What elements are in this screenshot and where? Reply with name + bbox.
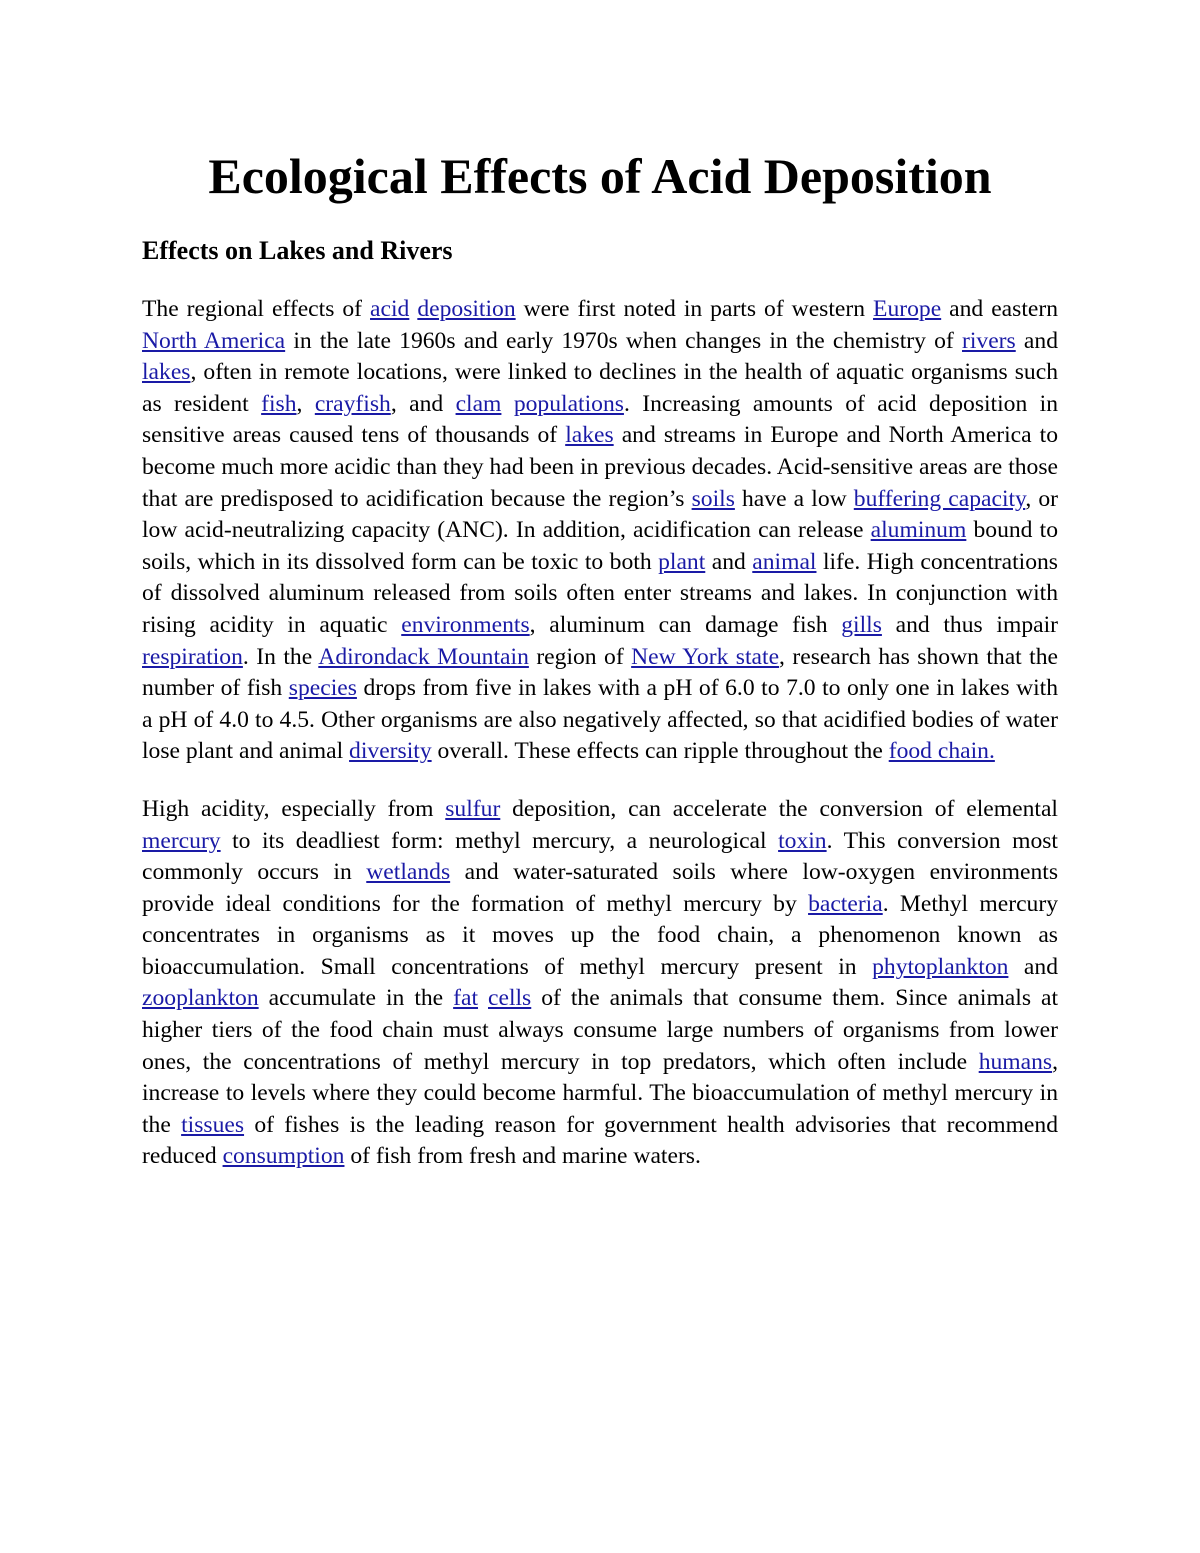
link-animal[interactable]: animal [752, 548, 817, 575]
paragraph-text: of fishes is the leading reason for government health advisories that recommend reduced [142, 1111, 1058, 1170]
link-toxin[interactable]: toxin [778, 827, 827, 854]
paragraph-text: , and [390, 390, 456, 417]
paragraph-text: overall. These effects can ripple throughout the [431, 738, 889, 765]
paragraph-text: . In the [242, 643, 319, 670]
link-sulfur[interactable]: sulfur [445, 795, 501, 822]
link-diversity[interactable]: diversity [349, 738, 432, 765]
paragraph-text: region of [528, 643, 632, 670]
link-fat[interactable]: fat [453, 985, 479, 1012]
paragraph-text: High acidity, especially from [142, 795, 446, 822]
paragraph-text: and [1015, 327, 1058, 354]
link-food-chain[interactable]: food chain. [888, 738, 995, 765]
paragraph-text: deposition, can accelerate the conversion of elemental [500, 795, 1058, 822]
paragraph-text: and thus impair [881, 611, 1058, 638]
paragraph-text: . Methyl mercury concentrates in organisms as it moves up the food chain, a phenomenon known as bioaccumulation. Small concentrations of methyl mercury present in [142, 890, 1058, 980]
link-cells[interactable]: cells [488, 985, 532, 1012]
link-phytoplankton[interactable]: phytoplankton [872, 953, 1009, 980]
link-adirondack-mountain[interactable]: Adirondack Mountain [318, 643, 529, 670]
link-aluminum[interactable]: aluminum [870, 517, 967, 544]
paragraph-text: accumulate in the [258, 985, 454, 1012]
paragraph-text: to its deadliest form: methyl mercury, a neurological [220, 827, 779, 854]
link-respiration[interactable]: respiration [142, 643, 243, 670]
paragraph-text: drops from five in lakes with a pH of 6.0 to 7.0 to only one in lakes with a pH of 4.0 to 4.5. Other organisms are also negatively affected, so that acidified bodies of water lose plant and animal [142, 675, 1059, 765]
document-page [142, 140, 1058, 1173]
link-buffering-capacity[interactable]: buffering capacity [853, 485, 1026, 512]
link-lakes[interactable]: lakes [142, 359, 191, 386]
paragraph-text: of fish from fresh and marine waters. [344, 1143, 701, 1170]
link-plant[interactable]: plant [658, 548, 706, 575]
section-heading: Effects on Lakes and Rivers [142, 236, 453, 265]
paragraph-text: The regional effects of [142, 296, 371, 322]
paragraph-1 [142, 294, 1058, 768]
paragraph-text: and [705, 548, 753, 575]
paragraph-text: were first noted in parts of western [515, 296, 874, 322]
paragraph-2 [142, 794, 1058, 1173]
paragraph-text: bound to soils, which in its dissolved form can be toxic to both [142, 517, 1058, 575]
paragraph-text: and water-saturated soils where low-oxygen environments provide ideal conditions for the formation of methyl mercury by [142, 859, 1059, 917]
paragraph-text [501, 391, 513, 417]
link-bacteria[interactable]: bacteria [808, 890, 883, 917]
link-mercury[interactable]: mercury [142, 827, 221, 854]
paragraph-text: , research has shown that the number of fish [142, 643, 1058, 702]
link-consumption[interactable]: consumption [222, 1143, 345, 1170]
link-europe[interactable]: Europe [873, 296, 942, 322]
paragraph-text: and streams in Europe and North America to become much more acidic than they had been in previous decades. Acid-sensitive areas are those that are predisposed to acidification because the region’s [142, 422, 1058, 512]
link-rivers[interactable]: rivers [962, 327, 1016, 354]
link-clam[interactable]: clam [455, 390, 502, 417]
paragraph-text: and eastern [941, 296, 1059, 322]
paragraph-text: , often in remote locations, were linked to declines in the health of aquatic organisms such as resident [142, 359, 1058, 417]
paragraph-text: of the animals that consume them. Since animals at higher tiers of the food chain must always consume large numbers of organisms from lower ones, the concentrations of methyl mercury in top predators, which often include [142, 985, 1059, 1075]
link-lakes[interactable]: lakes [565, 422, 614, 449]
link-new-york-state[interactable]: New York state [631, 643, 780, 670]
link-wetlands[interactable]: wetlands [366, 859, 451, 886]
paragraph-text [478, 985, 488, 1011]
link-environments[interactable]: environments [401, 611, 530, 638]
link-north-america[interactable]: North America [142, 327, 286, 354]
link-humans[interactable]: humans [978, 1048, 1053, 1075]
link-crayfish[interactable]: crayfish [314, 390, 391, 417]
paragraph-text: , [296, 390, 315, 417]
paragraph-text: and [1008, 953, 1058, 980]
link-fish[interactable]: fish [261, 390, 297, 417]
paragraph-text: in the late 1960s and early 1970s when changes in the chemistry of [285, 327, 962, 354]
link-acid[interactable]: acid [370, 296, 410, 322]
link-zooplankton[interactable]: zooplankton [142, 985, 259, 1012]
link-deposition[interactable]: deposition [417, 296, 516, 322]
link-species[interactable]: species [288, 675, 357, 702]
link-soils[interactable]: soils [691, 485, 735, 512]
document-title: Ecological Effects of Acid Deposition [208, 148, 992, 204]
link-tissues[interactable]: tissues [181, 1111, 245, 1138]
paragraph-text: . This conversion most commonly occurs in [142, 827, 1058, 886]
link-gills[interactable]: gills [841, 611, 882, 638]
paragraph-text: , aluminum can damage fish [529, 611, 842, 638]
paragraph-text: . Increasing amounts of acid deposition in sensitive areas caused tens of thousands of [142, 390, 1059, 449]
paragraph-text: , increase to levels where they could become harmful. The bioaccumulation of methyl mercury in the [142, 1048, 1058, 1138]
link-populations[interactable]: populations [513, 390, 624, 417]
paragraph-text: , or low acid-neutralizing capacity (ANC). In addition, acidification can release [142, 485, 1058, 544]
paragraph-text: have a low [734, 485, 854, 512]
paragraph-text: life. High concentrations of dissolved aluminum released from soils often enter streams and lakes. In conjunction with rising acidity in aquatic [142, 548, 1058, 638]
